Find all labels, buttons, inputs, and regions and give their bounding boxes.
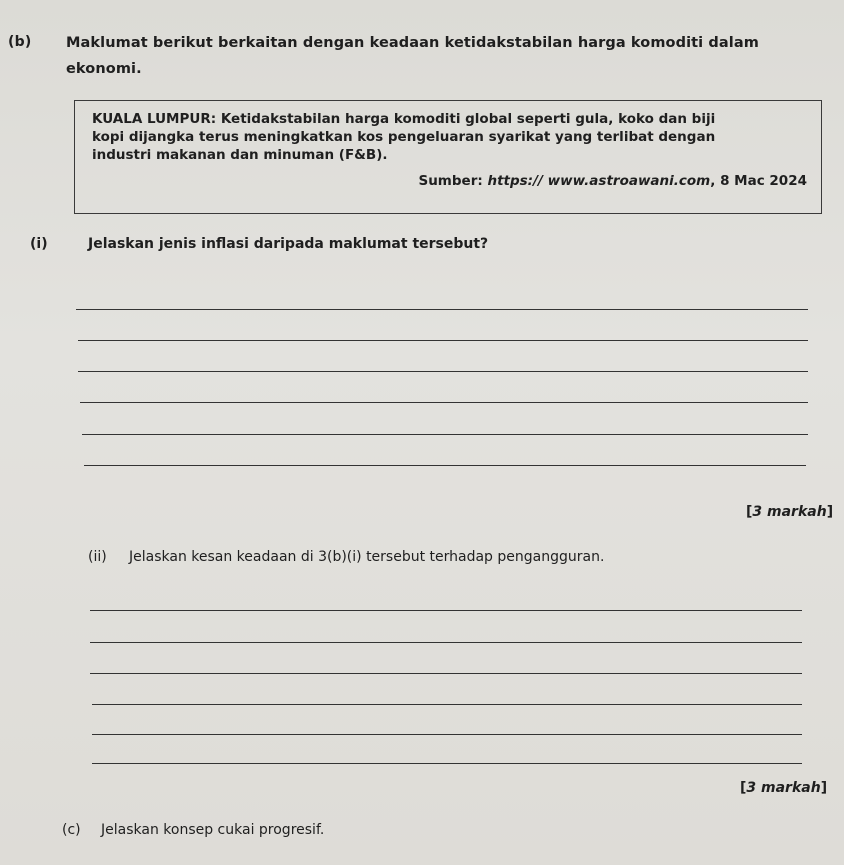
- answer-line[interactable]: [80, 402, 808, 403]
- part-i-text: Jelaskan jenis inflasi daripada maklumat tersebut?: [88, 236, 489, 252]
- answer-line[interactable]: [90, 642, 802, 643]
- answer-line[interactable]: [84, 465, 806, 466]
- question-b-text: [66, 30, 826, 82]
- answer-line[interactable]: [78, 371, 808, 372]
- question-b-text-line2: ekonomi.: [66, 61, 142, 77]
- answer-line[interactable]: [76, 309, 808, 310]
- question-b-label: (b): [8, 34, 32, 50]
- source-box-line2: kopi dijangka terus meningkatkan kos pengeluaran syarikat yang terlibat dengan: [92, 129, 716, 145]
- answer-line[interactable]: [78, 340, 808, 341]
- part-ii-marks-value: 3 markah: [746, 780, 821, 796]
- source-label: Sumber:: [418, 173, 488, 189]
- source-box: [74, 100, 822, 214]
- answer-line[interactable]: [92, 704, 802, 705]
- source-citation: [92, 172, 807, 190]
- source-box-line3: industri makanan dan minuman (F&B).: [92, 147, 388, 163]
- part-i-marks-value: 3 markah: [752, 504, 827, 520]
- answer-line[interactable]: [90, 673, 802, 674]
- answer-line[interactable]: [82, 434, 808, 435]
- part-i-marks: [3 markah]: [746, 504, 834, 520]
- answer-line[interactable]: [92, 763, 802, 764]
- part-i-label: (i): [30, 236, 48, 252]
- source-date: , 8 Mac 2024: [710, 173, 807, 189]
- question-b-text-line1: Maklumat berikut berkaitan dengan keadaan ketidakstabilan harga komoditi dalam: [66, 35, 759, 51]
- part-ii-marks: [3 markah]: [740, 780, 828, 796]
- answer-line[interactable]: [90, 610, 802, 611]
- source-url: https:// www.astroawani.com: [487, 173, 711, 189]
- question-c-label: (c): [62, 822, 81, 838]
- part-ii-text: Jelaskan kesan keadaan di 3(b)(i) tersebut terhadap pengangguran.: [129, 549, 605, 565]
- source-box-line1: KUALA LUMPUR: Ketidakstabilan harga komoditi global seperti gula, koko dan biji: [92, 111, 716, 127]
- question-c-text: Jelaskan konsep cukai progresif.: [101, 822, 325, 838]
- part-ii-label: (ii): [88, 549, 107, 565]
- answer-line[interactable]: [92, 734, 802, 735]
